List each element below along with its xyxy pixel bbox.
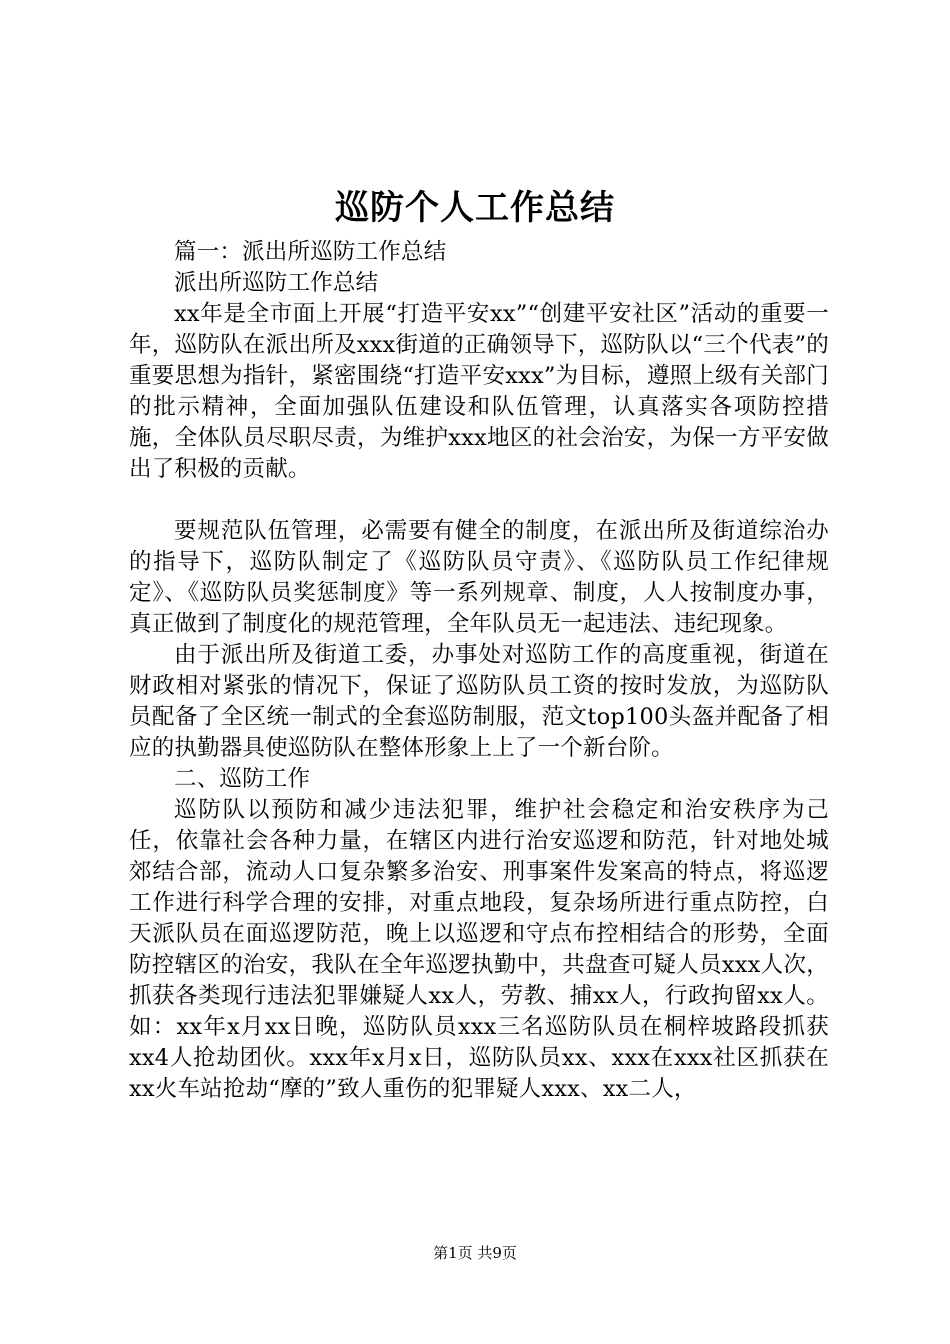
body-paragraph: 巡防队以预防和减少违法犯罪，维护社会稳定和治安秩序为己任，依靠社会各种力量，在辖区内进行治安巡逻和防范，针对地处城郊结合部，流动人口复杂繁多治安、刑事案件发案高的特点，将巡逻工作进行科学合理的安排，对重点地段，复杂场所进行重点防控，白天派队员在面巡逻防范，晚上以巡逻和守点布控相结合的形势，全面防控辖区的治安，我队在全年巡逻执勤中，共盘查可疑人员xxx人次，抓获各类现行违法犯罪嫌疑人xx人，劳教、捕xx人，行政拘留xx人。如：xx年x月xx日晚，巡防队员xxx三名巡防队员在桐梓坡路段抓获xx4人抢劫团伙。xxx年x月x日，巡防队员xx、xxx在xxx社区抓获在xx火车站抢劫“摩的”致人重伤的犯罪疑人xxx、xx二人，	[129, 797, 829, 1102]
page-footer: 第1页 共9页	[433, 1244, 517, 1262]
document-body	[129, 237, 829, 1105]
body-paragraph: 要规范队伍管理，必需要有健全的制度，在派出所及街道综治办的指导下，巡防队制定了《巡防队员守责》、《巡防队员工作纪律规定》、《巡防队员奖惩制度》等一系列规章、制度，人人按制度办事，真正做到了制度化的规范管理，全年队员无一起违法、违纪现象。	[129, 518, 829, 637]
document-title: 巡防个人工作总结	[335, 188, 615, 228]
subsection-heading: 二、巡防工作	[174, 766, 311, 792]
section-heading: 篇一：派出所巡防工作总结	[174, 239, 447, 265]
body-paragraph: xx年是全市面上开展“打造平安xx”“创建平安社区”活动的重要一年，巡防队在派出所及xxx街道的正确领导下，巡防队以“三个代表”的重要思想为指针，紧密围绕“打造平安xxx”为目标，遵照上级有关部门的批示精神，全面加强队伍建设和队伍管理，认真落实各项防控措施，全体队员尽职尽责，为维护xxx地区的社会治安，为保一方平安做出了积极的贡献。	[129, 301, 829, 482]
body-paragraph: 由于派出所及街道工委，办事处对巡防工作的高度重视，街道在财政相对紧张的情况下，保证了巡防队员工资的按时发放，为巡防队员配备了全区统一制式的全套巡防制服，范文top100头盔并配备了相应的执勤器具使巡防队在整体形象上上了一个新台阶。	[129, 642, 829, 761]
subsection-heading: 派出所巡防工作总结	[174, 270, 379, 296]
